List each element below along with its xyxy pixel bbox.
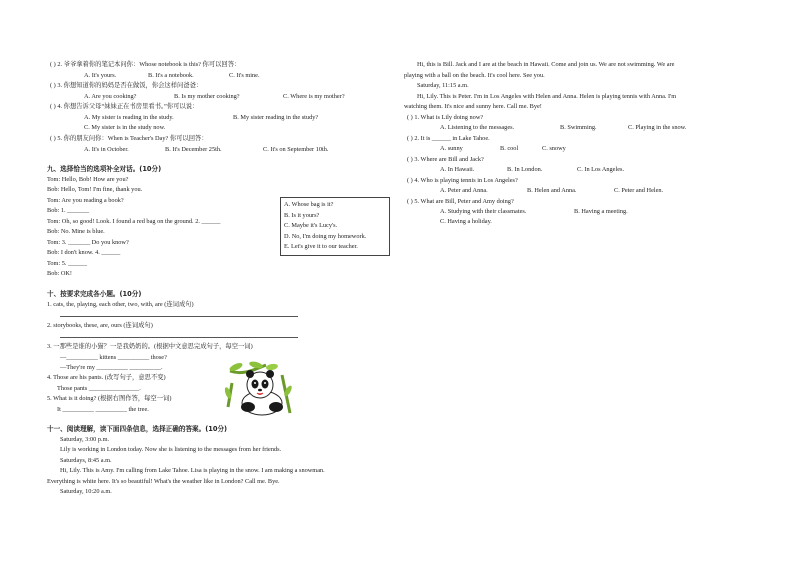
- task-3-line-a: —__________ kittens __________ those?: [60, 354, 167, 361]
- reading-question-5: ( ) 5. What are Bill, Peter and Amy doing?: [407, 198, 514, 205]
- reading-line: watching them. It's nice and sunny here. Call me. Bye!: [404, 103, 542, 110]
- option-a: A. Whose bag is it?: [284, 201, 334, 208]
- rq-3-option-b: B. In London.: [507, 166, 543, 173]
- dialog-line: Bob: 1. _______: [47, 207, 90, 214]
- section-10-title: 十、按要求完成各小题。(10分): [47, 290, 142, 298]
- panda-in-tree-image: [222, 361, 294, 416]
- message-time: Saturdays, 8:45 a.m.: [60, 457, 112, 464]
- rq-5-option-c: C. Having a holiday.: [440, 218, 492, 225]
- rq-4-option-c: C. Peter and Helen.: [614, 187, 664, 194]
- rq-5-option-a: A. Studying with their classmates.: [440, 208, 527, 215]
- option-c: C. Maybe it's Lucy's.: [284, 222, 338, 229]
- dialog-line: Tom: Are you reading a book?: [47, 197, 124, 204]
- mc-5-option-b: B. It's December 25th.: [165, 146, 222, 153]
- reading-question-1: ( ) 1. What is Lily doing now?: [407, 114, 484, 121]
- option-d: D. No, I'm doing my homework.: [284, 233, 367, 240]
- rq-5-option-b: B. Having a meeting.: [574, 208, 628, 215]
- mc-5-option-a: A. It's in October.: [84, 146, 129, 153]
- mc-3-option-a: A. Are you cooking?: [84, 93, 137, 100]
- task-3: 3. 一那些是谁的小猫？一是我奶奶的。(根据中文意思完成句子，每空一词): [47, 343, 253, 350]
- rq-2-option-b: B. cool: [500, 145, 519, 152]
- rq-1-option-b: B. Swimming.: [560, 124, 597, 131]
- mc-3-option-b: B. Is my mother cooking?: [174, 93, 240, 100]
- mc-3-option-c: C. Where is my mother?: [283, 93, 345, 100]
- options-box: [280, 197, 390, 256]
- dialog-line: Tom: 3. _______ Do you know?: [47, 239, 129, 246]
- rq-2-option-c: C. snowy: [542, 145, 566, 152]
- task-1: 1. cats, the, playing, each other, two, with, are (连词成句): [47, 301, 194, 308]
- rq-1-option-c: C. Playing in the snow.: [628, 124, 687, 131]
- message-time: Saturday, 10:20 a.m.: [60, 488, 112, 495]
- mc-question-3: ( ) 3. 你想知道你的妈妈是否在做饭，你会这样问爸爸：: [50, 82, 203, 89]
- task-4-line: Those pants ________________.: [57, 385, 141, 392]
- message-time: Saturday, 11:15 a.m.: [417, 82, 469, 89]
- reading-question-3: ( ) 3. Where are Bill and Jack?: [407, 156, 484, 163]
- dialog-line: Bob: No. Mine is blue.: [47, 228, 105, 235]
- mc-2-option-a: A. It's yours.: [84, 72, 117, 79]
- rq-3-option-a: A. In Hawaii.: [440, 166, 475, 173]
- task-2: 2. storybooks, these, are, ours (连词成句): [47, 322, 153, 329]
- reading-question-2: ( ) 2. It is ______ in Lake Tahoe.: [407, 135, 490, 142]
- reading-line: Hi, this is Bill. Jack and I are at the beach in Hawaii. Come and join us. We are not swimming. We are: [417, 61, 675, 68]
- dialog-line: Bob: I don't know. 4. ______: [47, 249, 121, 256]
- dialog-line: Tom: Hello, Bob! How are you?: [47, 176, 129, 183]
- dialog-line: Bob: OK!: [47, 270, 73, 277]
- reading-line: Everything is white here. It's so beautiful! What's the weather like in London? Call me. Bye.: [47, 478, 280, 485]
- dialog-line: Tom: 5. ______: [47, 260, 87, 267]
- section-11-title: 十一、阅读理解，读下面四条信息，选择正确的答案。(10分): [47, 425, 228, 433]
- rq-3-option-c: C. In Los Angeles.: [577, 166, 625, 173]
- rq-4-option-a: A. Peter and Anna.: [440, 187, 488, 194]
- option-e: E. Let's give it to our teacher.: [284, 243, 358, 250]
- mc-4-option-c: C. My sister is in the study now.: [84, 124, 166, 131]
- reading-line: playing with a ball on the beach. It's cool here. See you.: [404, 72, 545, 79]
- dialog-line: Tom: Oh, so good! Look. I found a red bag on the ground. 2. ______: [47, 218, 221, 225]
- task-5: 5. What is it doing? (根据右图作答，每空一词): [47, 395, 172, 402]
- mc-4-option-b: B. My sister reading in the study?: [233, 114, 319, 121]
- option-b: B. Is it yours?: [284, 212, 320, 219]
- answer-line: [60, 316, 298, 317]
- rq-1-option-a: A. Listening to the messages.: [440, 124, 515, 131]
- reading-line: Hi, Lily. This is Peter. I'm in Los Angeles with Helen and Anna. Helen is playing tennis with Anna. I'm: [417, 93, 677, 100]
- mc-2-option-b: B. It's a notebook.: [148, 72, 194, 79]
- task-4: 4. Those are his pants. (改写句子，意思不变): [47, 374, 166, 381]
- mc-question-5: ( ) 5. 你的朋友问你：When is Teacher's Day? 你可以回答：: [50, 135, 208, 142]
- rq-4-option-b: B. Helen and Anna.: [527, 187, 577, 194]
- mc-2-option-c: C. It's mine.: [229, 72, 260, 79]
- reading-line: Lily is working in London today. Now she is listening to the messages from her friends.: [60, 446, 282, 453]
- task-3-line-b: —They're my __________ __________.: [60, 364, 163, 371]
- answer-line: [60, 337, 298, 338]
- reading-question-4: ( ) 4. Who is playing tennis in Los Angeles?: [407, 177, 518, 184]
- mc-question-2: ( ) 2. 爷爷拿着你的笔记本问你：Whose notebook is this? 你可以回答：: [50, 61, 241, 68]
- mc-question-4: ( ) 4. 你想告诉父母“妹妹正在书房里看书。”你可以说：: [50, 103, 199, 110]
- mc-5-option-c: C. It's on September 10th.: [263, 146, 329, 153]
- message-time: Saturday, 3:00 p.m.: [60, 436, 110, 443]
- rq-2-option-a: A. sunny: [440, 145, 463, 152]
- section-9-title: 九、选择恰当的选项补全对话。(10分): [47, 165, 162, 173]
- dialog-line: Bob: Hello, Tom! I'm fine, thank you.: [47, 186, 143, 193]
- task-5-line: It __________ __________ the tree.: [57, 406, 149, 413]
- mc-4-option-a: A. My sister is reading in the study.: [84, 114, 174, 121]
- reading-line: Hi, Lily. This is Amy. I'm calling from Lake Tahoe. Lisa is playing in the snow. I am making a snowman.: [60, 467, 325, 474]
